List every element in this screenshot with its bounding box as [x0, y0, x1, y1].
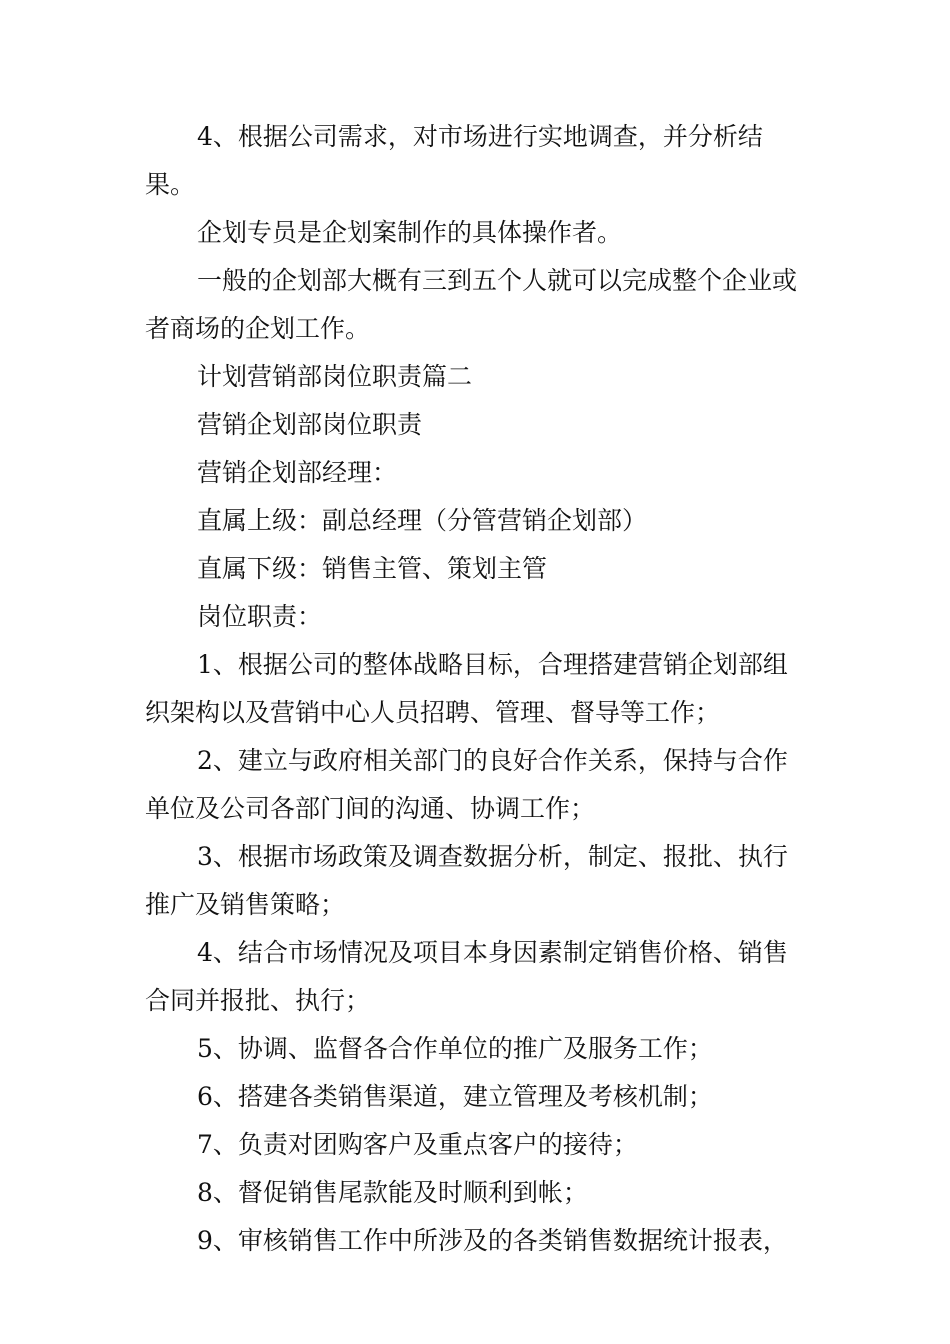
duty-item: 9、审核销售工作中所涉及的各类销售数据统计报表，: [197, 1226, 788, 1255]
duty-item: 2、建立与政府相关部门的良好合作关系，保持与合作单位及公司各部门间的沟通、协调工作；: [145, 746, 788, 823]
duty-item: 7、负责对团购客户及重点客户的接待；: [197, 1130, 638, 1159]
section-subheading: 营销企划部岗位职责: [197, 410, 423, 439]
duties-label: 岗位职责：: [197, 602, 323, 631]
position-title: 营销企划部经理：: [197, 458, 398, 487]
document-body: [145, 113, 810, 1265]
duty-item: 5、协调、监督各合作单位的推广及服务工作；: [197, 1034, 713, 1063]
duty-item: 8、督促销售尾款能及时顺利到帐；: [197, 1178, 588, 1207]
direct-superior: 直属上级：副总经理（分管营销企划部）: [197, 506, 648, 535]
duty-item: 6、搭建各类销售渠道，建立管理及考核机制；: [197, 1082, 713, 1111]
paragraph-research-task: 4、根据公司需求，对市场进行实地调查，并分析结果。: [145, 122, 763, 199]
direct-subordinates: 直属下级：销售主管、策划主管: [197, 554, 548, 583]
duty-item: 3、根据市场政策及调查数据分析，制定、报批、执行推广及销售策略；: [145, 842, 788, 919]
duty-item: 4、结合市场情况及项目本身因素制定销售价格、销售合同并报批、执行；: [145, 938, 788, 1015]
section-heading: 计划营销部岗位职责篇二: [197, 362, 473, 391]
duty-item: 1、根据公司的整体战略目标，合理搭建营销企划部组织架构以及营销中心人员招聘、管理、督导等工作；: [145, 650, 788, 727]
paragraph-planner-role: 企划专员是企划案制作的具体操作者。: [197, 218, 623, 247]
paragraph-team-size: 一般的企划部大概有三到五个人就可以完成整个企业或者商场的企划工作。: [145, 266, 798, 343]
